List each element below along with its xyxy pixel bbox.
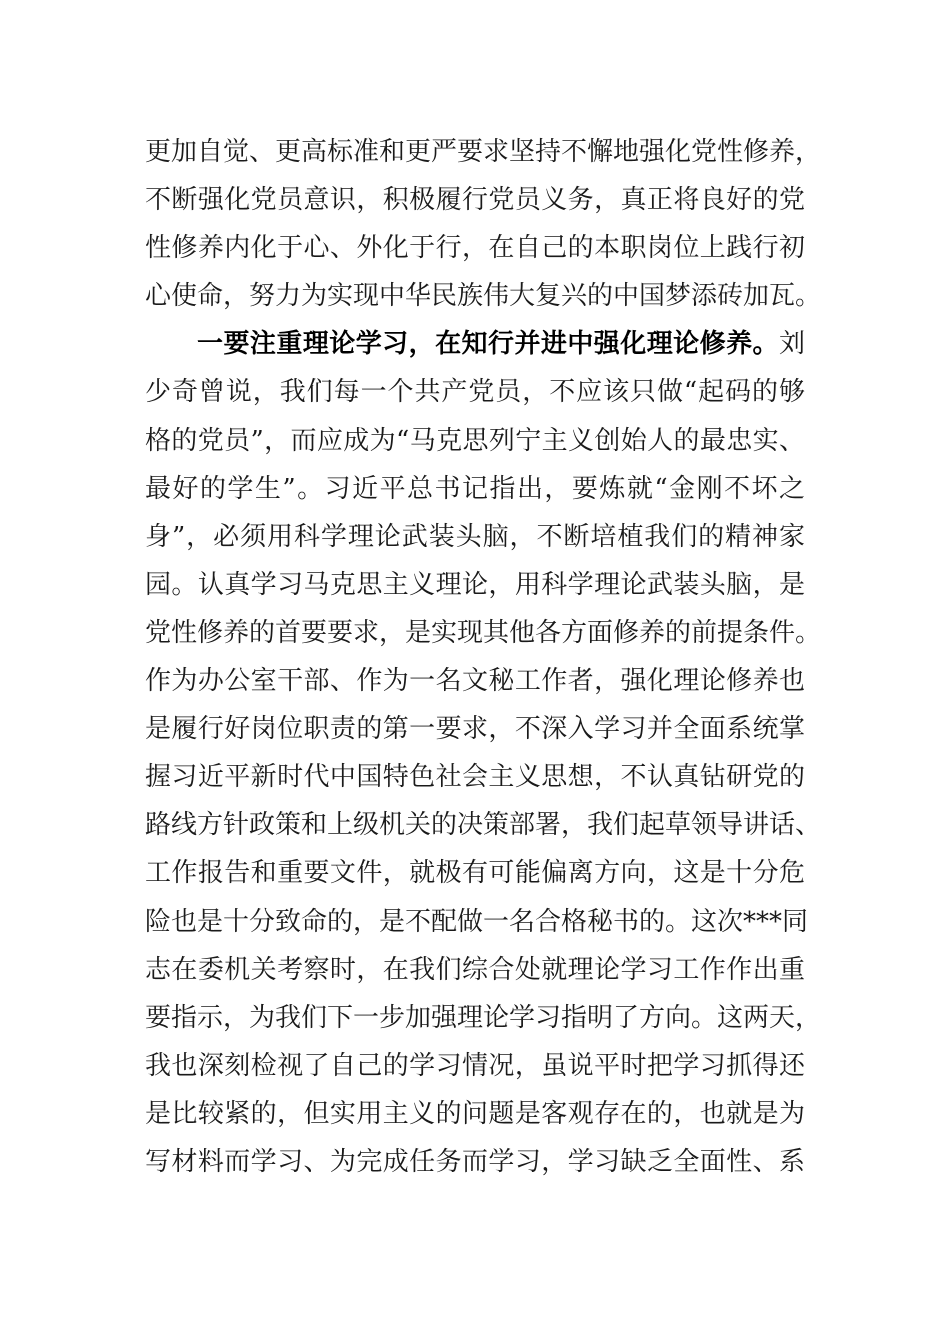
paragraph-1 — [145, 128, 822, 320]
text-line: 不断强化党员意识，积极履行党员义务，真正将良好的党 — [145, 185, 805, 216]
text-line: 性修养内化于心、外化于行，在自己的本职岗位上践行初 — [145, 233, 805, 264]
text-line: 志在委机关考察时，在我们综合处就理论学习工作作出重 — [145, 954, 805, 985]
text-line: 园。认真学习马克思主义理论，用科学理论武装头脑，是 — [145, 569, 805, 600]
text-line: 路线方针政策和上级机关的决策部署，我们起草领导讲话、 — [145, 810, 822, 841]
text-line: 作为办公室干部、作为一名文秘工作者，强化理论修养也 — [145, 666, 805, 697]
text-line: 是比较紧的，但实用主义的问题是客观存在的，也就是为 — [145, 1098, 805, 1129]
document-body — [145, 128, 822, 1186]
text-line: 身”，必须用科学理论武装头脑，不断培植我们的精神家 — [145, 521, 805, 552]
text-line: 我也深刻检视了自己的学习情况，虽说平时把学习抓得还 — [145, 1050, 805, 1081]
text-run: 刘 — [778, 329, 805, 360]
text-line: 要指示，为我们下一步加强理论学习指明了方向。这两天， — [145, 1002, 822, 1033]
section-heading: 一要注重理论学习，在知行并进中强化理论修养。 — [197, 329, 779, 360]
text-line: 党性修养的首要要求，是实现其他各方面修养的前提条件。 — [145, 617, 822, 648]
text-line: 工作报告和重要文件，就极有可能偏离方向，这是十分危 — [145, 858, 805, 889]
text-line: 格的党员”，而应成为“马克思列宁主义创始人的最忠实、 — [145, 425, 805, 456]
paragraph-2 — [145, 320, 822, 1186]
text-line: 少奇曾说，我们每一个共产党员，不应该只做“起码的够 — [145, 377, 805, 408]
text-line: 是履行好岗位职责的第一要求，不深入学习并全面系统掌 — [145, 714, 805, 745]
text-line: 心使命，努力为实现中华民族伟大复兴的中国梦添砖加瓦。 — [145, 281, 822, 312]
text-line: 更加自觉、更高标准和更严要求坚持不懈地强化党性修养， — [145, 137, 822, 167]
text-line: 写材料而学习、为完成任务而学习，学习缺乏全面性、系 — [145, 1146, 805, 1177]
text-line: 最好的学生”。习近平总书记指出，要炼就“金刚不坏之 — [145, 473, 805, 504]
paragraph-heading-line — [145, 320, 805, 368]
text-line: 险也是十分致命的，是不配做一名合格秘书的。这次***同 — [145, 906, 809, 937]
text-line: 握习近平新时代中国特色社会主义思想，不认真钻研党的 — [145, 762, 805, 793]
